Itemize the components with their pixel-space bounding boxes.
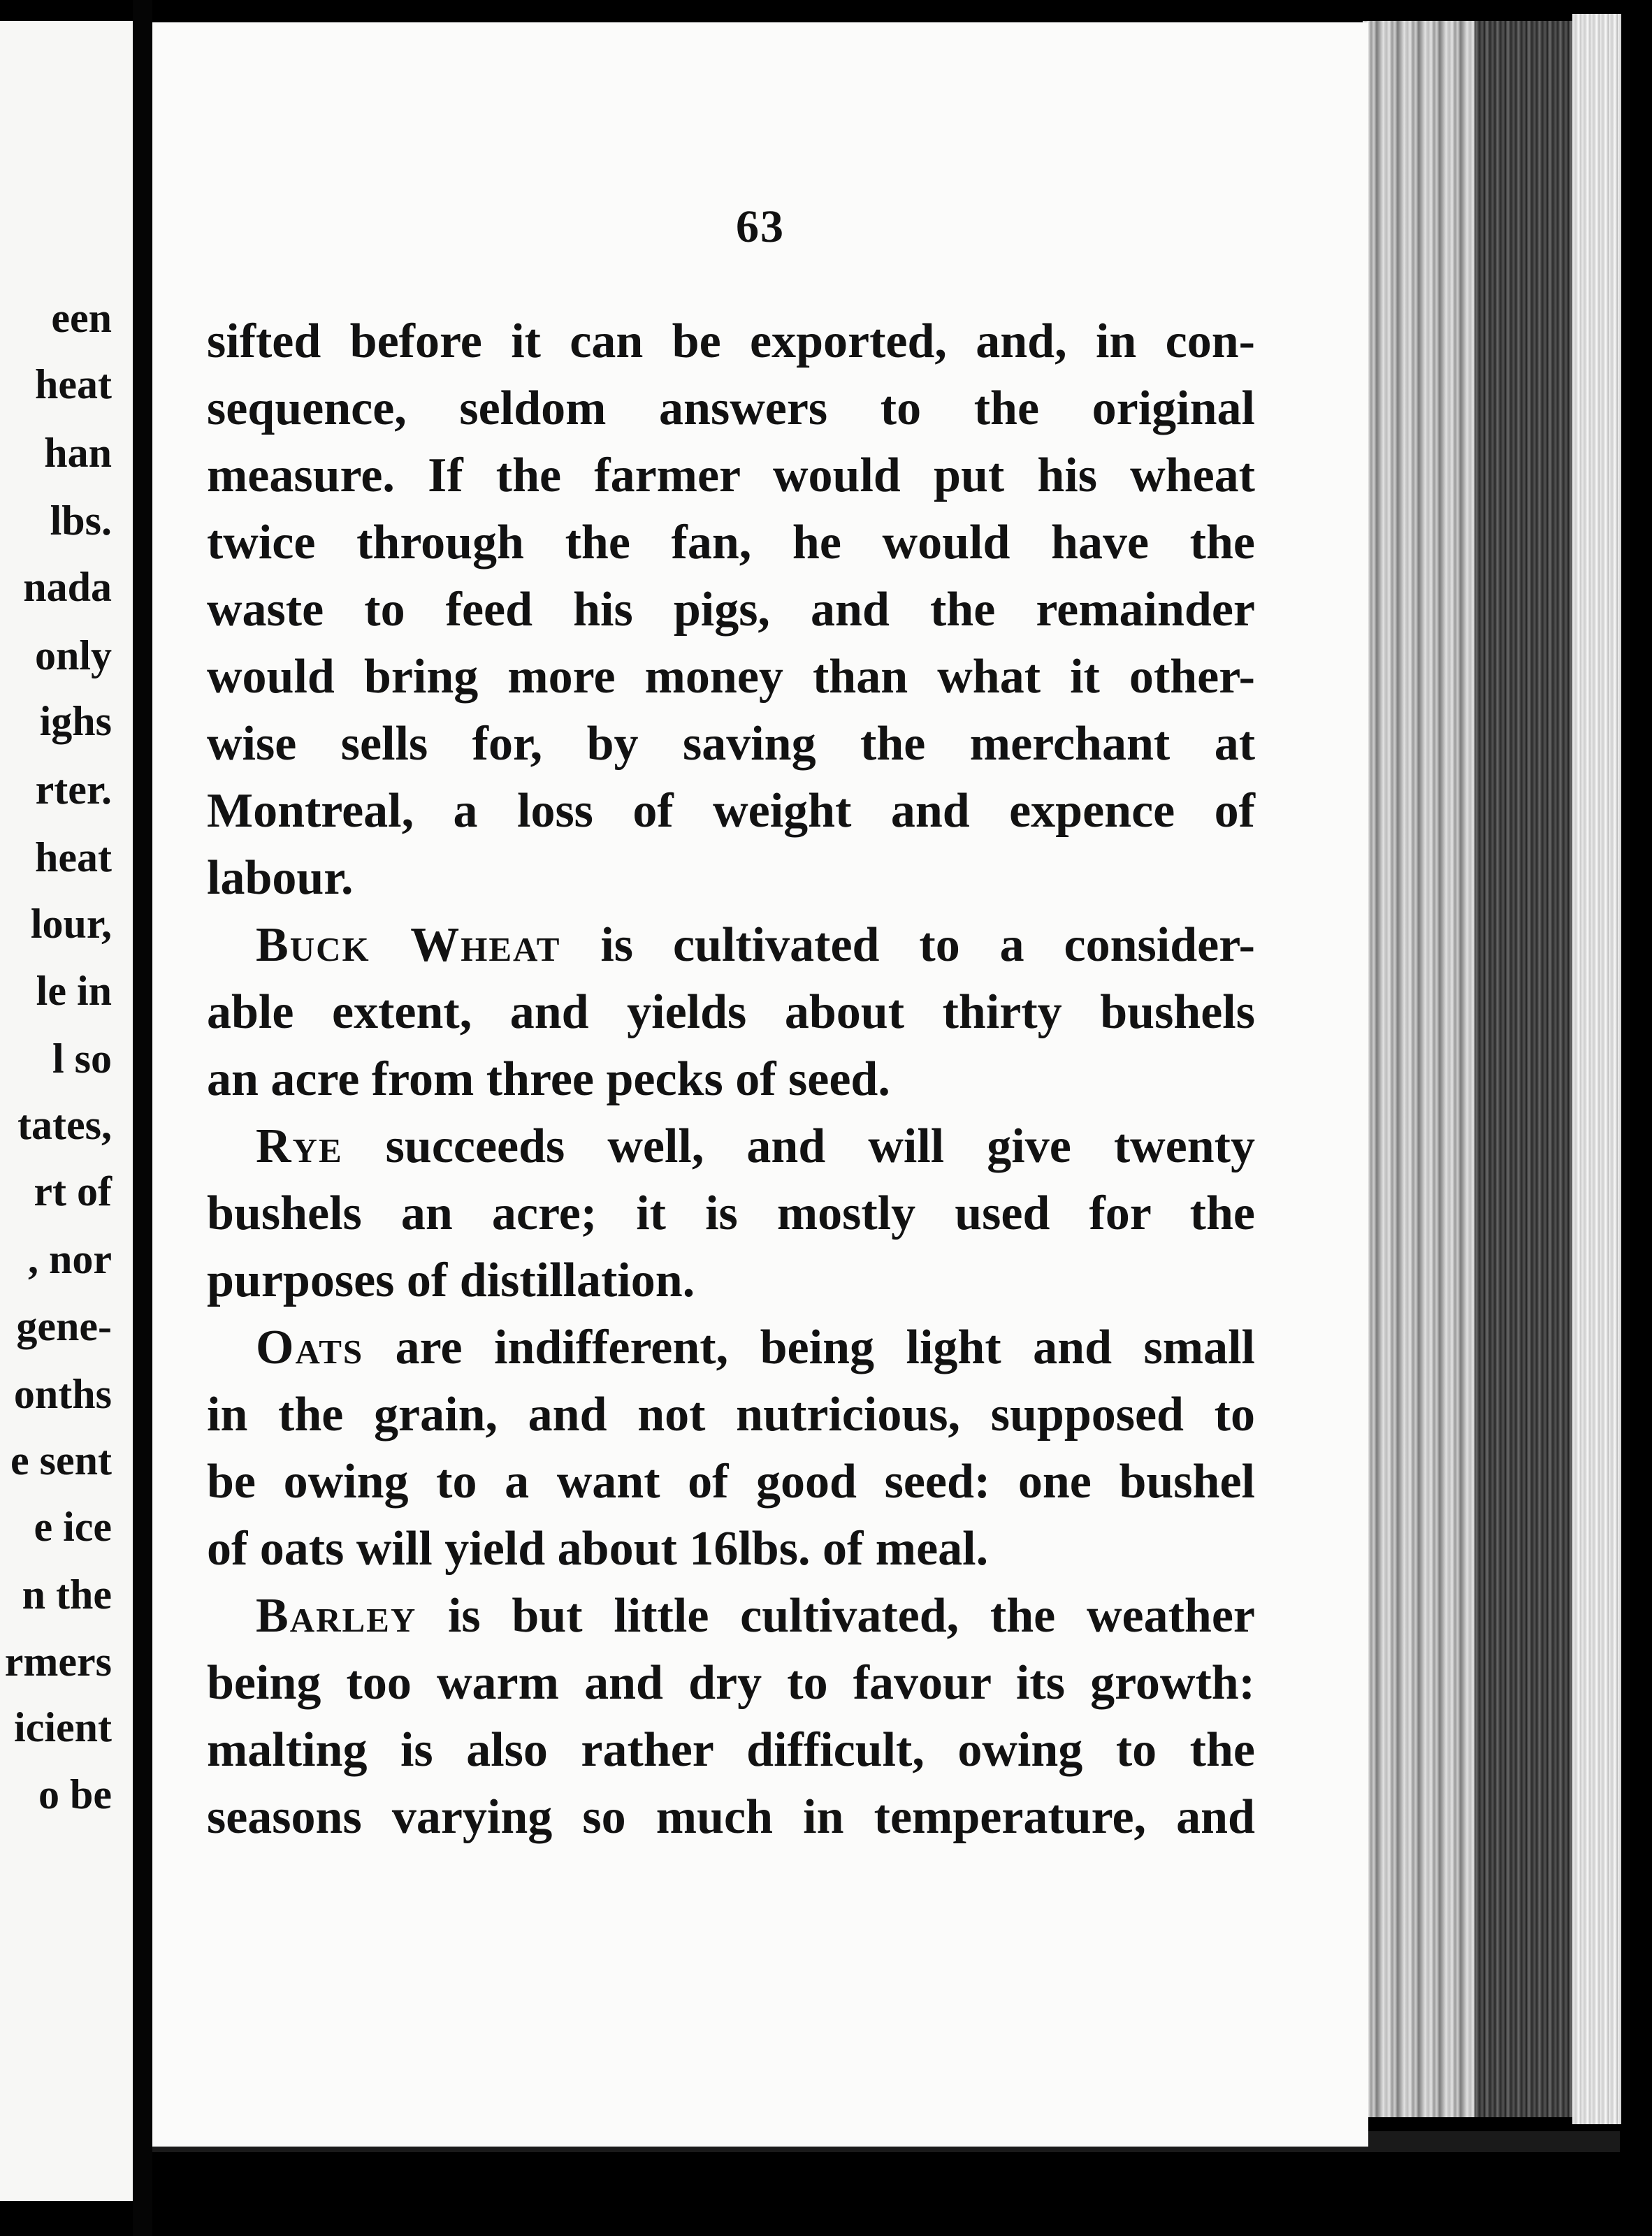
text-line: be owing to a want of good seed: one bushel bbox=[207, 1455, 1255, 1509]
text-line: sifted before it can be exported, and, in con- bbox=[207, 314, 1255, 368]
left-page-line: n the bbox=[22, 1571, 112, 1618]
left-page-line: han bbox=[44, 430, 112, 476]
left-page-line: rmers bbox=[4, 1639, 112, 1685]
left-page-line: gene- bbox=[16, 1303, 112, 1349]
section-lead-oats: Oats bbox=[256, 1321, 364, 1374]
text-line: labour. bbox=[207, 851, 354, 905]
left-facing-page bbox=[0, 21, 133, 2201]
text-line: Montreal, a loss of weight and expence of bbox=[207, 784, 1255, 838]
left-page-line: e sent bbox=[10, 1437, 112, 1483]
left-page-line: onths bbox=[13, 1371, 112, 1417]
left-page-line: lour, bbox=[30, 901, 112, 947]
left-page-line: nada bbox=[23, 564, 112, 610]
text-line: in the grain, and not nutricious, supposed to bbox=[207, 1388, 1255, 1442]
text-line: measure. If the farmer would put his wheat bbox=[207, 449, 1255, 502]
section-lead-barley: Barley bbox=[256, 1589, 417, 1643]
right-page bbox=[152, 22, 1368, 2147]
text-line: able extent, and yields about thirty bushels bbox=[207, 985, 1255, 1039]
left-page-line: rter. bbox=[35, 767, 112, 813]
text-line: wise sells for, by saving the merchant at bbox=[207, 717, 1255, 771]
text-line: Buck Wheat is cultivated to a consider- bbox=[256, 918, 1255, 972]
left-page-line: icient bbox=[14, 1704, 112, 1750]
text-line: bushels an acre; it is mostly used for the bbox=[207, 1186, 1255, 1240]
left-page-line: rt of bbox=[34, 1168, 112, 1214]
text-line: seasons varying so much in temperature, and bbox=[207, 1790, 1255, 1844]
text-line: Rye succeeds well, and will give twenty bbox=[256, 1119, 1255, 1173]
section-lead-rye: Rye bbox=[256, 1119, 343, 1173]
left-page-line: e ice bbox=[34, 1504, 112, 1550]
text-line: sequence, seldom answers to the original bbox=[207, 382, 1255, 435]
text-line: Oats are indifferent, being light and small bbox=[256, 1321, 1255, 1374]
left-page-line: heat bbox=[35, 834, 112, 880]
text-line: malting is also rather difficult, owing to the bbox=[207, 1723, 1255, 1777]
text-line: waste to feed his pigs, and the remainder bbox=[207, 583, 1255, 637]
text-line: would bring more money than what it other- bbox=[207, 650, 1255, 704]
left-page-line: l so bbox=[52, 1036, 112, 1082]
section-lead-buck-wheat: Buck Wheat bbox=[256, 918, 561, 972]
left-page-line: tates, bbox=[17, 1102, 112, 1148]
text-line: being too warm and dry to favour its growth: bbox=[207, 1656, 1255, 1710]
book-gutter bbox=[133, 0, 152, 2236]
text-line: purposes of distillation. bbox=[207, 1254, 695, 1307]
text-line: Barley is but little cultivated, the weather bbox=[256, 1589, 1255, 1643]
left-page-line: le in bbox=[36, 968, 112, 1014]
left-page-line: heat bbox=[35, 361, 112, 407]
left-page-line: ighs bbox=[39, 698, 112, 744]
text-line: an acre from three pecks of seed. bbox=[207, 1052, 890, 1106]
page-number: 63 bbox=[736, 201, 785, 252]
left-page-line: o be bbox=[38, 1771, 112, 1817]
left-page-line: een bbox=[51, 295, 112, 341]
page-edges-shadow bbox=[1475, 21, 1572, 2117]
left-page-line: lbs. bbox=[50, 498, 112, 544]
left-page-line: only bbox=[34, 632, 112, 678]
page-edges-outer bbox=[1572, 14, 1621, 2124]
text-line: of oats will yield about 16lbs. of meal. bbox=[207, 1522, 989, 1576]
left-page-line: , nor bbox=[28, 1236, 112, 1282]
text-line: twice through the fan, he would have the bbox=[207, 516, 1255, 569]
